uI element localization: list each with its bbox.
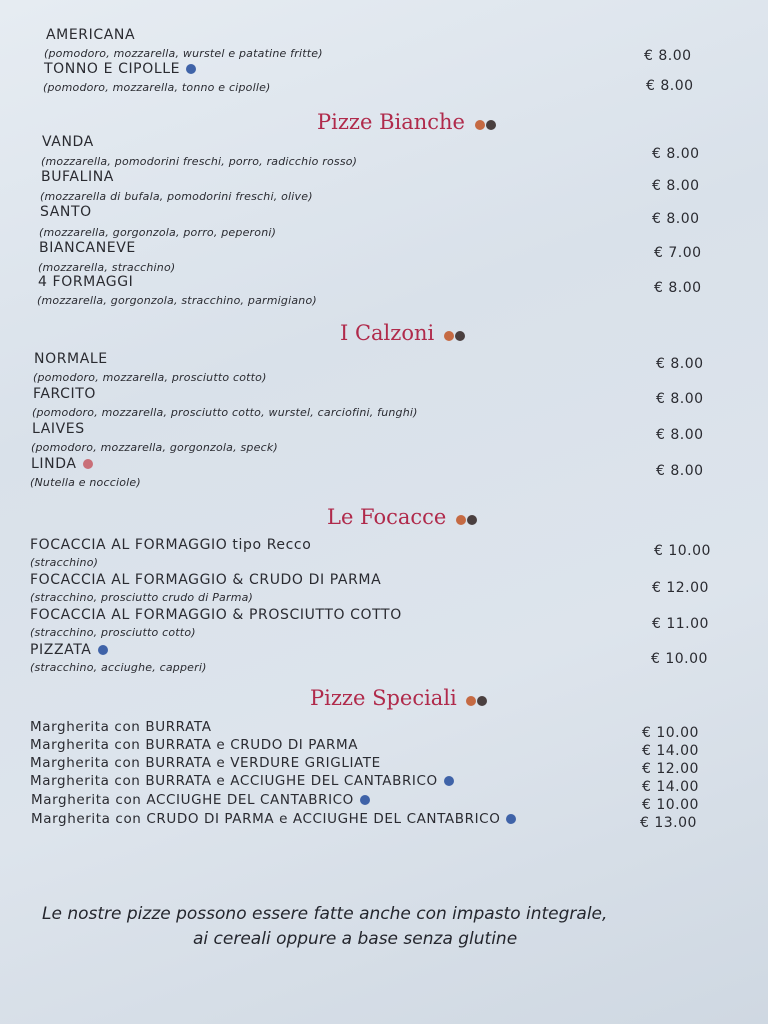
- menu-item-name: [31, 792, 370, 808]
- menu-item-desc: (pomodoro, mozzarella, gorgonzola, speck): [31, 441, 278, 454]
- section-title-text: Pizze Bianche: [317, 110, 465, 134]
- fish-icon: [506, 814, 516, 824]
- menu-item-price: € 11.00: [652, 616, 709, 632]
- menu-item-name: 4 FORMAGGI: [38, 274, 134, 290]
- menu-item-name: [31, 811, 516, 827]
- menu-item-price: € 10.00: [642, 725, 699, 741]
- menu-item-price: € 8.00: [656, 356, 704, 372]
- section-title-text: Le Focacce: [327, 505, 447, 529]
- pizza-icon: [455, 507, 477, 531]
- menu-item-name: SANTO: [40, 204, 92, 220]
- menu-item-desc: (mozzarella, gorgonzola, stracchino, parmigiano): [37, 294, 317, 307]
- menu-item-price: € 13.00: [640, 815, 697, 831]
- menu-item-name: Margherita con BURRATA: [30, 719, 212, 735]
- menu-item-name: AMERICANA: [46, 27, 136, 43]
- menu-item-price: € 10.00: [654, 543, 711, 559]
- menu-item-name-text: Margherita con ACCIUGHE DEL CANTABRICO: [31, 792, 354, 808]
- menu-item-desc: (pomodoro, mozzarella, wurstel e patatine fritte): [44, 47, 323, 60]
- menu-item-name: FOCACCIA AL FORMAGGIO & CRUDO DI PARMA: [30, 572, 382, 588]
- menu-item-name: FOCACCIA AL FORMAGGIO tipo Recco: [30, 537, 312, 553]
- menu-item-desc: (pomodoro, mozzarella, tonno e cipolle): [43, 81, 271, 94]
- menu-item-price: € 8.00: [646, 78, 694, 94]
- menu-item-price: € 12.00: [642, 761, 699, 777]
- menu-item-price: € 7.00: [654, 245, 702, 261]
- menu-item-name: BUFALINA: [41, 169, 114, 185]
- fish-icon: [444, 776, 454, 786]
- menu-item-desc: (stracchino): [30, 556, 99, 569]
- fish-icon: [186, 64, 196, 74]
- section-title-pizze-bianche: [317, 110, 496, 136]
- fish-icon: [98, 645, 108, 655]
- menu-item-name: Margherita con BURRATA e CRUDO DI PARMA: [30, 737, 359, 753]
- menu-item-name-text: LINDA: [31, 456, 77, 472]
- menu-item-price: € 8.00: [652, 211, 700, 227]
- menu-item-name: BIANCANEVE: [39, 240, 136, 256]
- menu-item-desc: (pomodoro, mozzarella, prosciutto cotto): [33, 371, 267, 384]
- menu-item-name: FOCACCIA AL FORMAGGIO & PROSCIUTTO COTTO: [30, 607, 402, 623]
- menu-item-price: € 14.00: [642, 743, 699, 759]
- menu-item-price: € 10.00: [642, 797, 699, 813]
- menu-item-price: € 8.00: [644, 48, 692, 64]
- menu-item-desc: (mozzarella di bufala, pomodorini freschi, olive): [40, 190, 313, 203]
- menu-item-name: [30, 642, 108, 658]
- menu-item-price: € 8.00: [656, 391, 704, 407]
- menu-item-price: € 8.00: [652, 178, 700, 194]
- menu-item-desc: (stracchino, prosciutto crudo di Parma): [30, 591, 254, 604]
- menu-item-desc: (stracchino, prosciutto cotto): [30, 626, 196, 639]
- menu-item-desc: (mozzarella, gorgonzola, porro, peperoni): [39, 226, 277, 239]
- menu-item-price: € 8.00: [656, 427, 704, 443]
- menu-item-price: € 8.00: [656, 463, 704, 479]
- fish-icon: [360, 795, 370, 805]
- pizza-icon: [465, 688, 487, 712]
- menu-item-price: € 14.00: [642, 779, 699, 795]
- section-title-calzoni: [340, 321, 465, 347]
- menu-item-name-text: TONNO E CIPOLLE: [44, 61, 181, 77]
- footer-note-line2: ai cereali oppure a base senza glutine: [193, 929, 518, 949]
- menu-item-name: VANDA: [42, 134, 94, 150]
- menu-item-name-text: Margherita con CRUDO DI PARMA e ACCIUGHE DEL CANTABRICO: [31, 811, 501, 827]
- menu-item-desc: (mozzarella, pomodorini freschi, porro, radicchio rosso): [41, 155, 358, 168]
- menu-item-name-text: Margherita con BURRATA e ACCIUGHE DEL CANTABRICO: [30, 773, 438, 789]
- menu-item-desc: (pomodoro, mozzarella, prosciutto cotto, wurstel, carciofini, funghi): [32, 406, 418, 419]
- footer-note-line1: Le nostre pizze possono essere fatte anche con impasto integrale,: [42, 904, 608, 924]
- pizza-icon: [474, 112, 496, 136]
- menu-item-name: [31, 456, 93, 472]
- section-title-pizze-speciali: [310, 686, 487, 712]
- menu-item-name-text: PIZZATA: [30, 642, 92, 658]
- menu-item-price: € 8.00: [654, 280, 702, 296]
- menu-item-name: [44, 61, 196, 77]
- section-title-focacce: [327, 505, 477, 531]
- menu-item-name: [30, 773, 454, 789]
- menu-item-price: € 12.00: [652, 580, 709, 596]
- menu-item-name: FARCITO: [33, 386, 97, 402]
- section-title-text: Pizze Speciali: [310, 686, 457, 710]
- menu-item-price: € 10.00: [651, 651, 708, 667]
- menu-item-desc: (Nutella e nocciole): [30, 476, 141, 489]
- section-title-text: I Calzoni: [340, 321, 435, 345]
- menu-item-desc: (stracchino, acciughe, capperi): [30, 661, 207, 674]
- menu-item-name: Margherita con BURRATA e VERDURE GRIGLIATE: [30, 755, 381, 771]
- menu-item-name: NORMALE: [34, 351, 108, 367]
- menu-item-desc: (mozzarella, stracchino): [38, 261, 176, 274]
- menu-item-price: € 8.00: [652, 146, 700, 162]
- sweet-icon: [83, 459, 93, 469]
- pizza-icon: [443, 323, 465, 347]
- menu-item-name: LAIVES: [32, 421, 85, 437]
